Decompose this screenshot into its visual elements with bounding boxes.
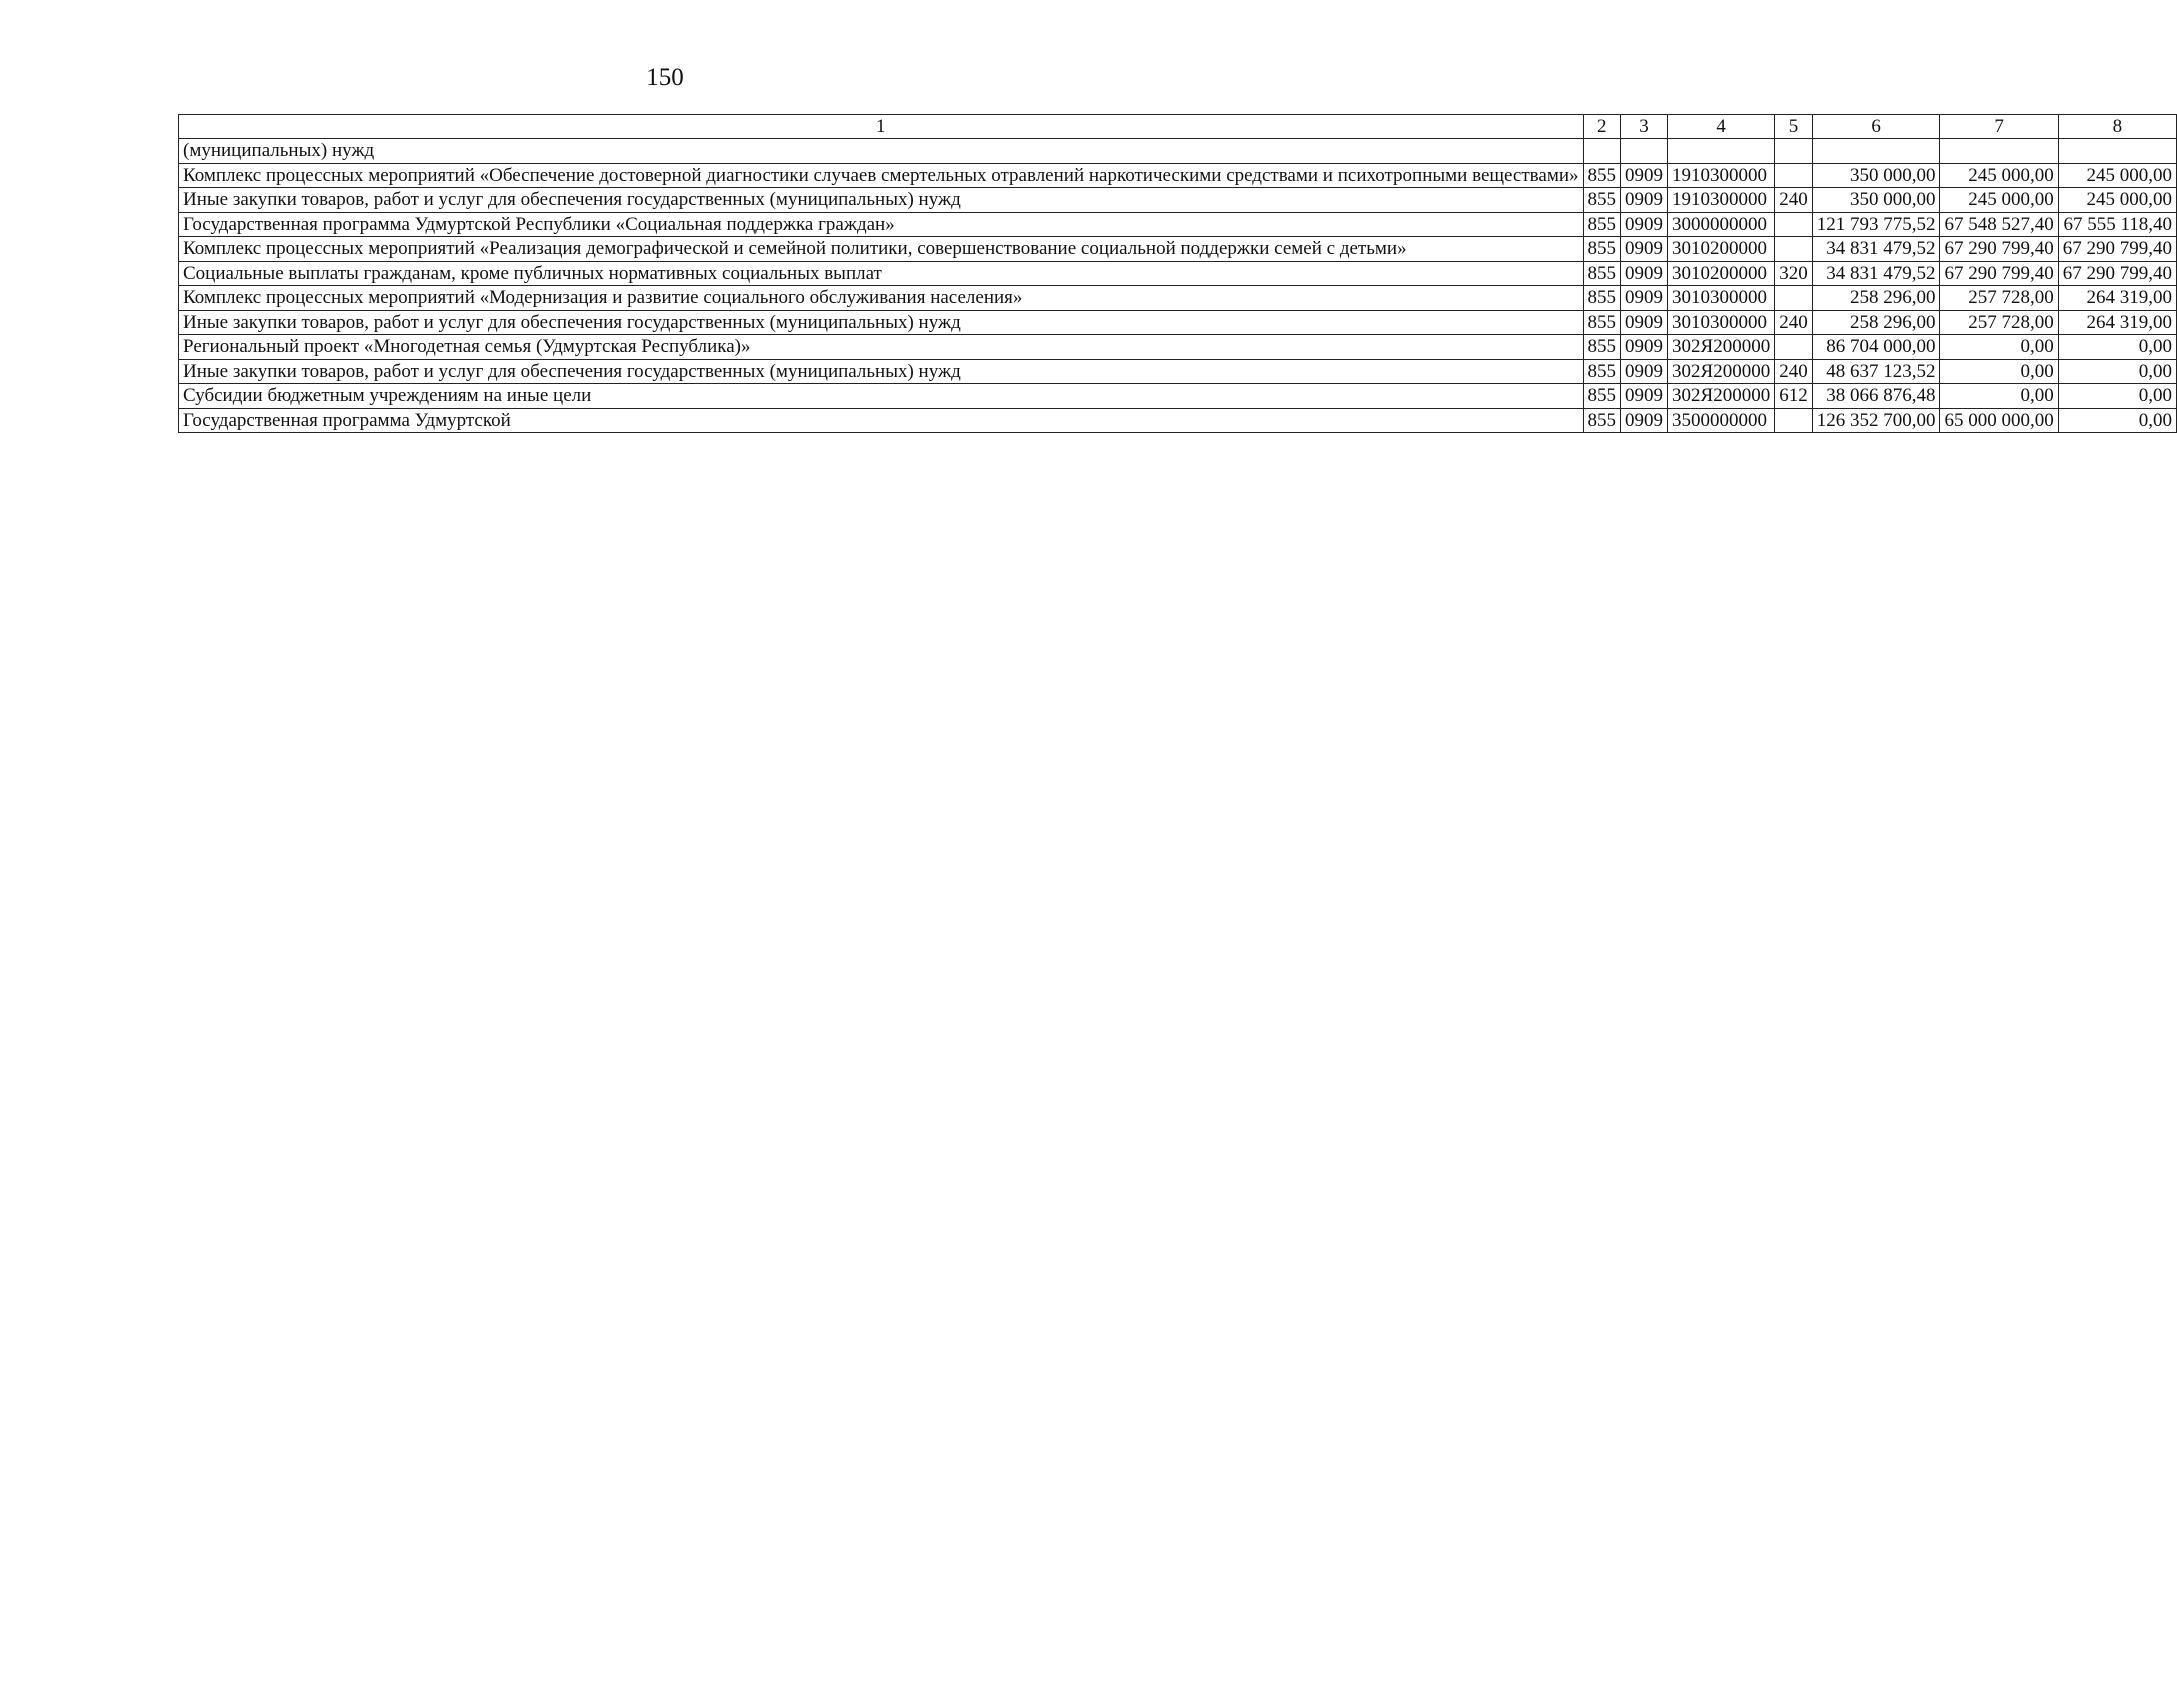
row-target-code: 3000000000 (1668, 212, 1775, 237)
row-grbs-code: 855 (1583, 188, 1621, 213)
row-name: Комплекс процессных мероприятий «Реализация демографической и семейной политики, совершенствование социальной поддержки семей с детьми» (179, 237, 1584, 262)
header-col-5: 5 (1775, 115, 1813, 139)
page-number: 150 (646, 64, 684, 91)
table-row (179, 408, 2177, 433)
row-expense-type: 612 (1775, 384, 1813, 409)
row-expense-type (1775, 212, 1813, 237)
row-target-code: 3500000000 (1668, 408, 1775, 433)
row-section-code: 0909 (1621, 408, 1668, 433)
row-name: (муниципальных) нужд (179, 139, 1584, 164)
row-target-code: 3010300000 (1668, 310, 1775, 335)
row-name: Комплекс процессных мероприятий «Обеспечение достоверной диагностики случаев смертельных отравлений наркотическими средствами и психотропными веществами» (179, 163, 1584, 188)
row-expense-type: 320 (1775, 261, 1813, 286)
row-target-code (1668, 139, 1775, 164)
row-amount-col-7: 67 290 799,40 (1940, 237, 2058, 262)
row-target-code: 302Я200000 (1668, 335, 1775, 360)
row-name: Иные закупки товаров, работ и услуг для обеспечения государственных (муниципальных) нужд (179, 359, 1584, 384)
row-expense-type (1775, 139, 1813, 164)
row-amount-col-7: 0,00 (1940, 359, 2058, 384)
row-grbs-code: 855 (1583, 384, 1621, 409)
row-name: Государственная программа Удмуртской Республики «Социальная поддержка граждан» (179, 212, 1584, 237)
row-grbs-code: 855 (1583, 212, 1621, 237)
row-amount-col-7: 245 000,00 (1940, 163, 2058, 188)
row-name: Иные закупки товаров, работ и услуг для обеспечения государственных (муниципальных) нужд (179, 310, 1584, 335)
row-amount-col-6: 86 704 000,00 (1812, 335, 1940, 360)
row-name: Иные закупки товаров, работ и услуг для обеспечения государственных (муниципальных) нужд (179, 188, 1584, 213)
row-grbs-code: 855 (1583, 359, 1621, 384)
row-grbs-code: 855 (1583, 261, 1621, 286)
row-expense-type (1775, 163, 1813, 188)
row-amount-col-8: 0,00 (2058, 359, 2176, 384)
row-amount-col-8: 0,00 (2058, 384, 2176, 409)
row-amount-col-7: 67 290 799,40 (1940, 261, 2058, 286)
row-section-code (1621, 139, 1668, 164)
row-expense-type (1775, 286, 1813, 311)
row-amount-col-6: 121 793 775,52 (1812, 212, 1940, 237)
row-expense-type: 240 (1775, 310, 1813, 335)
row-amount-col-8: 0,00 (2058, 408, 2176, 433)
row-name: Комплекс процессных мероприятий «Модернизация и развитие социального обслуживания населения» (179, 286, 1584, 311)
row-amount-col-7: 245 000,00 (1940, 188, 2058, 213)
header-col-7: 7 (1940, 115, 2058, 139)
row-amount-col-8: 245 000,00 (2058, 163, 2176, 188)
row-amount-col-6: 34 831 479,52 (1812, 237, 1940, 262)
row-expense-type: 240 (1775, 188, 1813, 213)
table-row (179, 188, 2177, 213)
row-amount-col-6: 258 296,00 (1812, 286, 1940, 311)
header-col-4: 4 (1668, 115, 1775, 139)
row-name: Государственная программа Удмуртской (179, 408, 1584, 433)
table-row (179, 310, 2177, 335)
row-grbs-code: 855 (1583, 408, 1621, 433)
row-expense-type (1775, 335, 1813, 360)
row-amount-col-8: 67 290 799,40 (2058, 261, 2176, 286)
row-amount-col-6: 126 352 700,00 (1812, 408, 1940, 433)
row-amount-col-8: 67 555 118,40 (2058, 212, 2176, 237)
row-grbs-code: 855 (1583, 237, 1621, 262)
table-row (179, 261, 2177, 286)
row-grbs-code (1583, 139, 1621, 164)
row-name: Региональный проект «Многодетная семья (Удмуртская Республика)» (179, 335, 1584, 360)
row-section-code: 0909 (1621, 359, 1668, 384)
row-grbs-code: 855 (1583, 310, 1621, 335)
row-amount-col-7: 67 548 527,40 (1940, 212, 2058, 237)
row-section-code: 0909 (1621, 212, 1668, 237)
table-row (179, 139, 2177, 164)
row-amount-col-7: 0,00 (1940, 335, 2058, 360)
row-amount-col-8: 264 319,00 (2058, 286, 2176, 311)
header-col-2: 2 (1583, 115, 1621, 139)
row-amount-col-8: 67 290 799,40 (2058, 237, 2176, 262)
row-target-code: 3010300000 (1668, 286, 1775, 311)
row-grbs-code: 855 (1583, 286, 1621, 311)
row-target-code: 302Я200000 (1668, 384, 1775, 409)
row-amount-col-8 (2058, 139, 2176, 164)
budget-table-container (178, 114, 2177, 433)
table-row (179, 212, 2177, 237)
row-amount-col-8: 245 000,00 (2058, 188, 2176, 213)
row-amount-col-8: 0,00 (2058, 335, 2176, 360)
row-amount-col-6: 350 000,00 (1812, 188, 1940, 213)
table-row (179, 163, 2177, 188)
row-amount-col-7 (1940, 139, 2058, 164)
budget-table (178, 114, 2177, 433)
row-amount-col-6: 38 066 876,48 (1812, 384, 1940, 409)
row-target-code: 3010200000 (1668, 261, 1775, 286)
row-section-code: 0909 (1621, 237, 1668, 262)
header-row (179, 115, 2177, 139)
row-amount-col-8: 264 319,00 (2058, 310, 2176, 335)
row-name: Социальные выплаты гражданам, кроме публичных нормативных социальных выплат (179, 261, 1584, 286)
row-section-code: 0909 (1621, 163, 1668, 188)
table-row (179, 335, 2177, 360)
row-amount-col-7: 257 728,00 (1940, 310, 2058, 335)
row-section-code: 0909 (1621, 384, 1668, 409)
row-expense-type (1775, 237, 1813, 262)
row-amount-col-6: 350 000,00 (1812, 163, 1940, 188)
row-section-code: 0909 (1621, 261, 1668, 286)
row-expense-type: 240 (1775, 359, 1813, 384)
row-section-code: 0909 (1621, 310, 1668, 335)
row-target-code: 1910300000 (1668, 163, 1775, 188)
row-amount-col-6: 258 296,00 (1812, 310, 1940, 335)
row-target-code: 302Я200000 (1668, 359, 1775, 384)
row-section-code: 0909 (1621, 188, 1668, 213)
row-expense-type (1775, 408, 1813, 433)
row-grbs-code: 855 (1583, 163, 1621, 188)
row-section-code: 0909 (1621, 286, 1668, 311)
row-amount-col-7: 65 000 000,00 (1940, 408, 2058, 433)
table-row (179, 286, 2177, 311)
header-col-1: 1 (179, 115, 1584, 139)
row-amount-col-6: 34 831 479,52 (1812, 261, 1940, 286)
row-target-code: 1910300000 (1668, 188, 1775, 213)
table-row (179, 237, 2177, 262)
row-section-code: 0909 (1621, 335, 1668, 360)
table-row (179, 384, 2177, 409)
table-row (179, 359, 2177, 384)
row-amount-col-7: 0,00 (1940, 384, 2058, 409)
header-col-8: 8 (2058, 115, 2176, 139)
row-name: Субсидии бюджетным учреждениям на иные цели (179, 384, 1584, 409)
row-grbs-code: 855 (1583, 335, 1621, 360)
row-amount-col-7: 257 728,00 (1940, 286, 2058, 311)
row-target-code: 3010200000 (1668, 237, 1775, 262)
header-col-6: 6 (1812, 115, 1940, 139)
row-amount-col-6: 48 637 123,52 (1812, 359, 1940, 384)
header-col-3: 3 (1621, 115, 1668, 139)
row-amount-col-6 (1812, 139, 1940, 164)
